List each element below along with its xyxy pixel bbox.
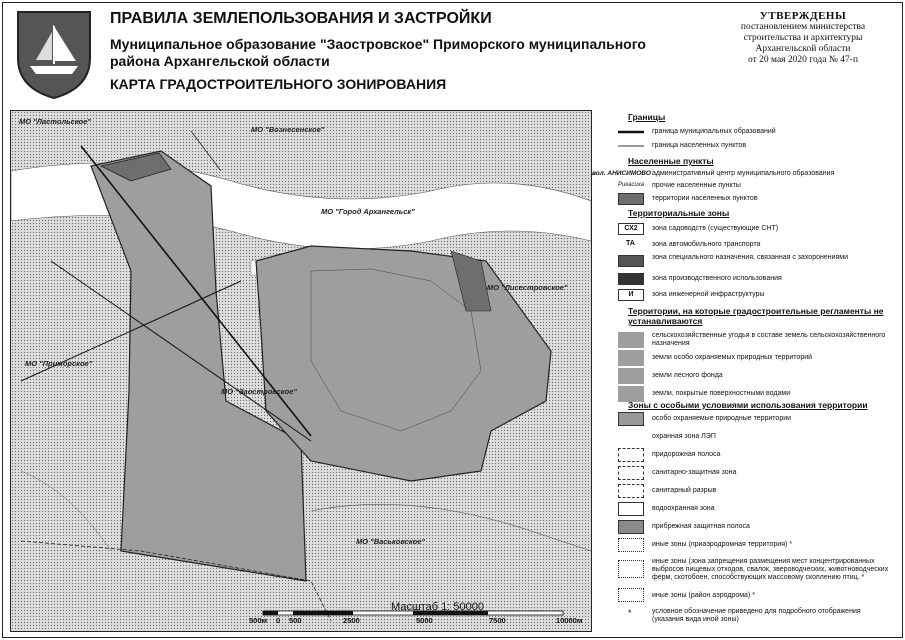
legend-item: земли лесного фонда xyxy=(598,368,898,382)
legend-item: территории населенных пунктов xyxy=(598,192,898,206)
scale-tick: 2500 xyxy=(343,616,360,625)
scale-tick: 7500 xyxy=(489,616,506,625)
legend-item: земли особо охраняемых природных территорий xyxy=(598,350,898,364)
legend xyxy=(592,110,898,630)
legend-heading: Границы xyxy=(628,112,666,122)
map-label: МО "Ластольское" xyxy=(19,117,91,126)
scale-text: Масштаб 1: 50000 xyxy=(391,601,484,613)
emblem-icon xyxy=(14,8,94,100)
legend-item: придорожная полоса xyxy=(598,448,898,462)
map-label: МО "Заостровское" xyxy=(221,387,297,396)
legend-item: граница населенных пунктов xyxy=(652,142,747,149)
approval-block xyxy=(713,10,893,66)
legend-item: водоохранная зона xyxy=(598,502,898,516)
legend-item: иные зоны (зона запрещения размещения мест концентрированных выбросов пищевых отходов, свалок, звероводческих, животноводческих ферм, скотобоен, способствующих массовому скоплению птиц. * xyxy=(598,558,898,572)
scale-tick: 0 xyxy=(276,616,281,625)
approval-line: Архангельской области xyxy=(755,44,851,54)
approval-line: от 20 мая 2020 года № 47-п xyxy=(747,55,859,65)
legend-item: зона специального назначения, связанная с захоронениями xyxy=(598,254,898,268)
legend-item: ТА зона автомобильного транспорта xyxy=(626,240,761,248)
map-title: КАРТА ГРАДОСТРОИТЕЛЬНОГО ЗОНИРОВАНИЯ xyxy=(110,76,447,92)
legend-item: иные зоны (приаэродромная территория) * xyxy=(598,538,898,552)
legend-item: санитарно-защитная зона xyxy=(598,466,898,480)
map-label: МО "Приморское" xyxy=(25,359,93,368)
legend-item: * условное обозначение приведено для подробного отображения (указания вида иной зоны) xyxy=(628,608,861,623)
legend-item: вол. АНИСИМОВО административный центр муниципального образования xyxy=(592,170,835,177)
map-label: МО "Лисестровское" xyxy=(487,283,568,292)
scale-tick: 5000 xyxy=(416,616,433,625)
map-label: МО "Город Архангельск" xyxy=(321,207,415,216)
approval-line: постановлением министерства xyxy=(740,22,866,32)
legend-item: санитарный разрыв xyxy=(598,484,898,498)
map-label: МО "Васьковское" xyxy=(356,537,425,546)
page-title: ПРАВИЛА ЗЕМЛЕПОЛЬЗОВАНИЯ И ЗАСТРОЙКИ xyxy=(110,10,492,27)
header xyxy=(0,0,905,108)
approval-line: строительства и архитектуры xyxy=(743,33,863,43)
zoning-map[interactable] xyxy=(10,110,592,632)
legend-item: И зона инженерной инфраструктуры xyxy=(598,288,898,302)
legend-item: СХ2 зона садоводств (существующие СНТ) xyxy=(598,222,898,236)
municipality-subtitle: Муниципальное образование "Заостровское" Приморского муниципального района Архангельской области xyxy=(110,36,646,69)
legend-heading: Населенные пункты xyxy=(628,156,714,166)
legend-item: сельскохозяйственные угодья в составе земель сельскохозяйственного назначения xyxy=(598,330,898,344)
map-label: МО "Вознесенское" xyxy=(251,125,325,134)
legend-item: иные зоны (район аэродрома) * xyxy=(598,592,898,606)
scale-tick: 500 xyxy=(289,616,302,625)
map-canvas xyxy=(11,111,591,631)
scale-tick: 10000м xyxy=(556,616,583,625)
legend-item: граница муниципальных образований xyxy=(652,128,776,135)
legend-heading: Зоны с особыми условиями использования территории xyxy=(628,400,868,410)
legend-item: земли, покрытые поверхностными водами xyxy=(598,386,898,400)
legend-heading: Территории, на которые градостроительные регламенты не устанавливаются xyxy=(628,306,884,326)
legend-item: охранная зона ЛЭП xyxy=(652,433,716,440)
legend-heading: Территориальные зоны xyxy=(628,208,730,218)
scale-tick: 500м xyxy=(249,616,268,625)
legend-item: особо охраняемые природные территории xyxy=(598,412,898,426)
legend-item: Рикасиха прочие населенные пункты xyxy=(618,182,741,189)
legend-item: зона производственного использования xyxy=(598,272,898,286)
approval-title: УТВЕРЖДЕНЫ xyxy=(759,10,847,22)
legend-item: прибрежная защитная полоса xyxy=(598,520,898,534)
